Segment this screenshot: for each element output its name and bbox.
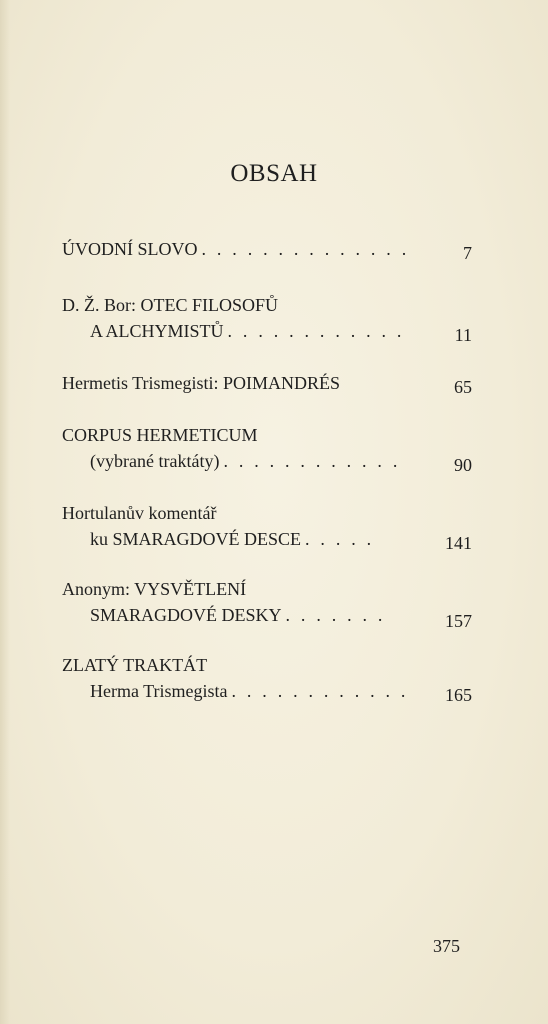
leader-dots: . . . . . . . . . . . . <box>223 451 401 471</box>
toc-entry-title-continued: Herma Trismegista <box>90 681 228 701</box>
toc-entry-title-continued: ku SMARAGDOVÉ DESCE <box>90 529 302 549</box>
leader-dots: . . . . . . . . . . . . <box>227 321 405 341</box>
toc-entry-zlaty-traktat <box>62 652 472 704</box>
toc-entry-line <box>62 422 472 448</box>
toc-entry-title-continued: (vybrané traktáty) <box>90 451 220 471</box>
toc-entry-title: D. Ž. Bor: OTEC FILOSOFŮ <box>62 295 279 315</box>
toc-page-number: 7 <box>463 243 472 263</box>
toc-entry-line <box>62 318 472 344</box>
toc-entry-title: Hermetis Trismegisti: POIMANDRÉS <box>62 373 341 393</box>
toc-entry-title: Hortulanův komentář <box>62 503 217 523</box>
toc-page-number: 90 <box>454 455 472 475</box>
toc-entry-line <box>62 602 472 628</box>
toc-entry-title: Anonym: VYSVĚTLENÍ <box>62 579 247 599</box>
toc-entry-vysvetleni <box>62 576 472 631</box>
toc-entry-line <box>62 292 472 318</box>
toc-entry-line <box>62 370 472 396</box>
toc-entry-otec-filosofu <box>62 292 472 344</box>
leader-dots: . . . . . . . . . . . . . . <box>201 239 410 259</box>
toc-entry-line <box>62 236 472 262</box>
toc-entry-line <box>62 678 472 704</box>
toc-entry-line <box>62 448 472 474</box>
folio-page-number: 375 <box>433 936 460 956</box>
toc-entry-title-continued: SMARAGDOVÉ DESKY <box>90 605 282 625</box>
page-title: OBSAH <box>230 160 318 187</box>
toc-entry-line <box>62 652 472 678</box>
toc-entry-uvodni-slovo <box>62 236 472 262</box>
toc-entry-title: ZLATÝ TRAKTÁT <box>62 655 208 675</box>
toc-entry-corpus-hermeticum <box>62 422 472 474</box>
toc-entry-hortulanuv-komentar <box>62 500 472 552</box>
leader-dots: . . . . . . . . . . . . <box>231 681 409 701</box>
toc-page-number: 65 <box>454 377 472 397</box>
toc-entry-line <box>62 576 472 602</box>
toc-page-number: 141 <box>445 533 472 553</box>
toc-page-number: 165 <box>445 685 472 705</box>
leader-dots: . . . . . <box>305 529 375 549</box>
toc-page-number: 157 <box>445 611 472 631</box>
toc-page-number: 11 <box>454 325 472 345</box>
toc-entry-line <box>62 500 472 526</box>
toc-entry-line <box>62 526 472 552</box>
toc-entry-title: ÚVODNÍ SLOVO <box>62 239 198 259</box>
toc-entry-title: CORPUS HERMETICUM <box>62 425 258 445</box>
toc-entry-title-continued: A ALCHYMISTŮ <box>90 321 224 341</box>
leader-dots: . . . . . . . <box>285 605 386 625</box>
toc-entry-poimandres <box>62 370 472 396</box>
page-edge-shadow <box>0 0 10 1024</box>
